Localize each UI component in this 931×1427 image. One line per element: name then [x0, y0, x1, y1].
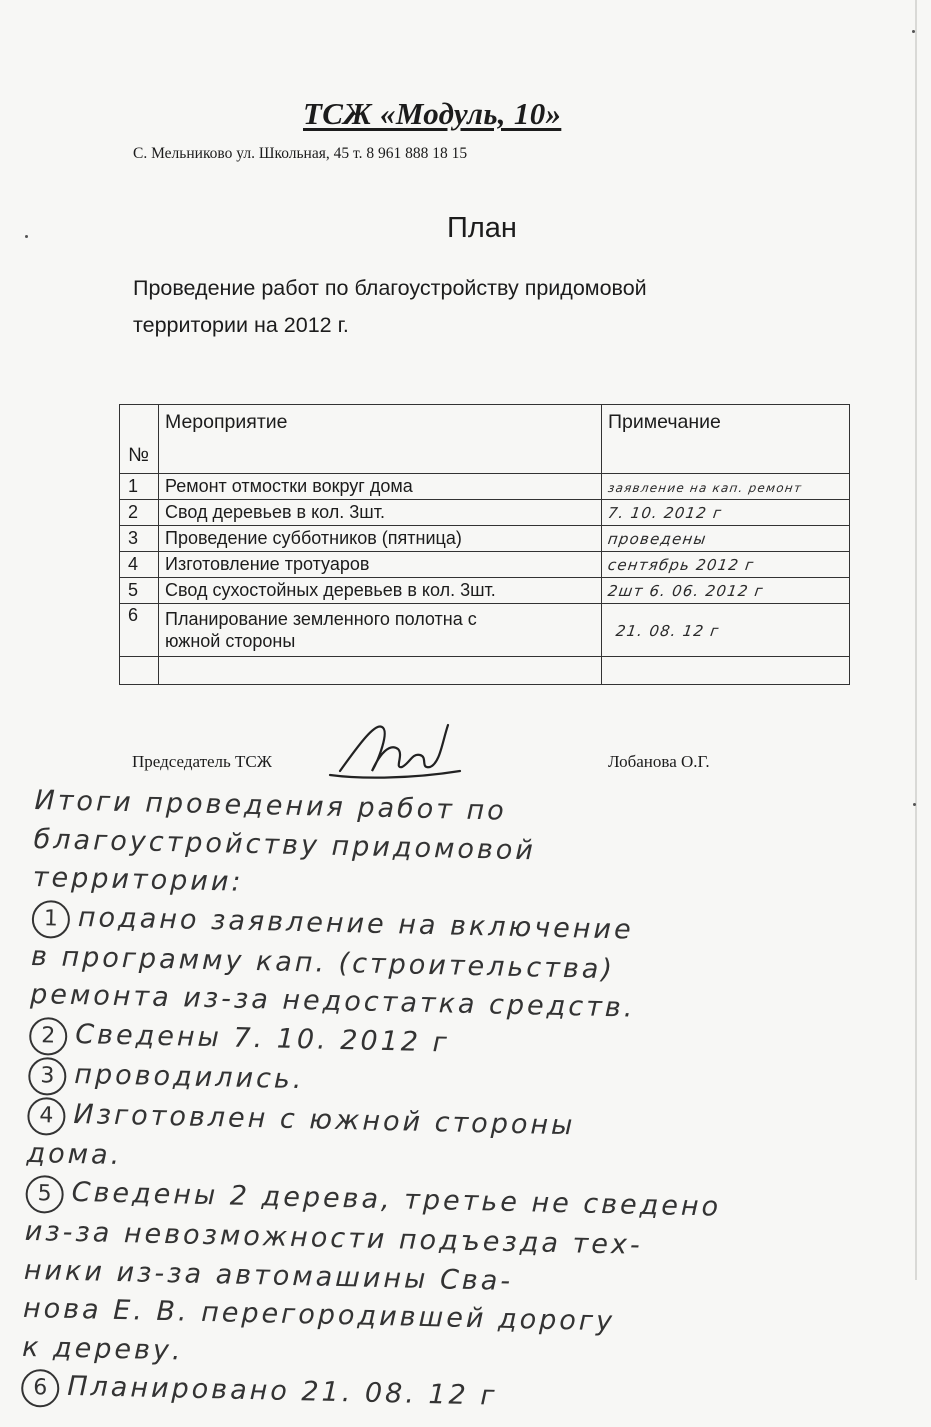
row-note: сентябрь 2012 г: [606, 556, 756, 574]
note-marker: 4: [27, 1096, 66, 1135]
header-num: №: [120, 405, 159, 474]
row-note: 7. 10. 2012 г: [606, 504, 724, 522]
row-activity: Свод деревьев в кол. 3шт.: [159, 500, 602, 526]
row-note-cell: [602, 500, 850, 526]
table-row: [120, 474, 850, 500]
note-text: подано заявление на включение: [77, 901, 634, 946]
empty-cell: [602, 657, 850, 685]
note-line: территории:: [32, 861, 244, 898]
chair-label: Председатель ТСЖ: [132, 752, 272, 771]
org-address: С. Мельниково ул. Школьная, 45 т. 8 961 888 18 15: [133, 145, 468, 162]
note-line: ремонта из-за недостатка средств.: [29, 978, 636, 1024]
note-line: благоустройству придомовой: [33, 823, 537, 866]
scan-speck: [25, 235, 28, 238]
header-activity: Мероприятие: [159, 405, 602, 474]
note-marker: 5: [25, 1175, 64, 1214]
document-subtitle: [133, 270, 773, 344]
row-note: заявление на кап. ремонт: [607, 481, 804, 495]
page-edge: [915, 0, 917, 1280]
row-num: 4: [120, 552, 159, 578]
row-num: 2: [120, 500, 159, 526]
note-line: из-за невозможности подъезда тех-: [24, 1215, 644, 1261]
row-note-cell: [602, 526, 850, 552]
note-line: дома.: [26, 1137, 123, 1171]
row-note-cell: [602, 552, 850, 578]
subtitle-line: Проведение работ по благоустройству придомовой: [133, 276, 647, 300]
table-row: [120, 578, 850, 604]
row-num: 5: [120, 578, 159, 604]
note-line: к дереву.: [21, 1331, 184, 1367]
document-title: План: [447, 212, 517, 244]
table-header-row: [120, 405, 850, 474]
header-note: Примечание: [602, 405, 850, 474]
scan-speck: [912, 30, 915, 33]
note-marker: 1: [31, 899, 70, 938]
row-num: 1: [120, 474, 159, 500]
row-activity: [159, 604, 602, 657]
note-marker: 6: [21, 1369, 60, 1408]
note-text: проводились.: [74, 1058, 305, 1095]
row-activity-line: Планирование земленного полотна с: [165, 609, 477, 629]
note-line: в программу кап. (строительства): [30, 940, 616, 985]
note-line: ники из-за автомашины Сва-: [23, 1254, 514, 1297]
row-note-cell: [602, 604, 850, 657]
row-activity: Изготовление тротуаров: [159, 552, 602, 578]
note-text: Изготовлен с южной стороны: [73, 1098, 576, 1141]
signature-icon: [320, 713, 470, 793]
note-line: нова Е. В. перегородившей дорогу: [22, 1292, 616, 1338]
row-activity: Проведение субботников (пятница): [159, 526, 602, 552]
table-row-empty: [120, 657, 850, 685]
empty-cell: [120, 657, 159, 685]
note-line: Итоги проведения работ по: [34, 784, 508, 827]
row-note: проведены: [606, 530, 708, 548]
subtitle-line: территории на 2012 г.: [133, 313, 349, 337]
note-text: Планировано 21. 08. 12 г: [66, 1370, 498, 1412]
note-text: Сведены 7. 10. 2012 г: [74, 1018, 451, 1058]
table-row: [120, 552, 850, 578]
org-title: ТСЖ «Модуль, 10»: [303, 96, 562, 131]
note-text: Сведены 2 дерева, третье не сведено: [71, 1176, 722, 1223]
note-marker: 2: [29, 1016, 68, 1055]
row-num: 6: [120, 604, 159, 657]
handwritten-notes: [21, 782, 915, 1427]
table-row: [120, 604, 850, 657]
row-num: 3: [120, 526, 159, 552]
table-row: [120, 500, 850, 526]
row-activity: Свод сухостойных деревьев в кол. 3шт.: [159, 578, 602, 604]
row-note: 2шт 6. 06. 2012 г: [606, 582, 765, 600]
note-marker: 3: [28, 1056, 67, 1095]
empty-cell: [159, 657, 602, 685]
row-note-cell: [602, 474, 850, 500]
row-note-cell: [602, 578, 850, 604]
chair-name: Лобанова О.Г.: [608, 752, 710, 771]
row-activity: Ремонт отмостки вокруг дома: [159, 474, 602, 500]
plan-table: [119, 404, 850, 685]
row-note: 21. 08. 12 г: [614, 621, 721, 640]
table-row: [120, 526, 850, 552]
row-activity-line: южной стороны: [165, 631, 296, 651]
